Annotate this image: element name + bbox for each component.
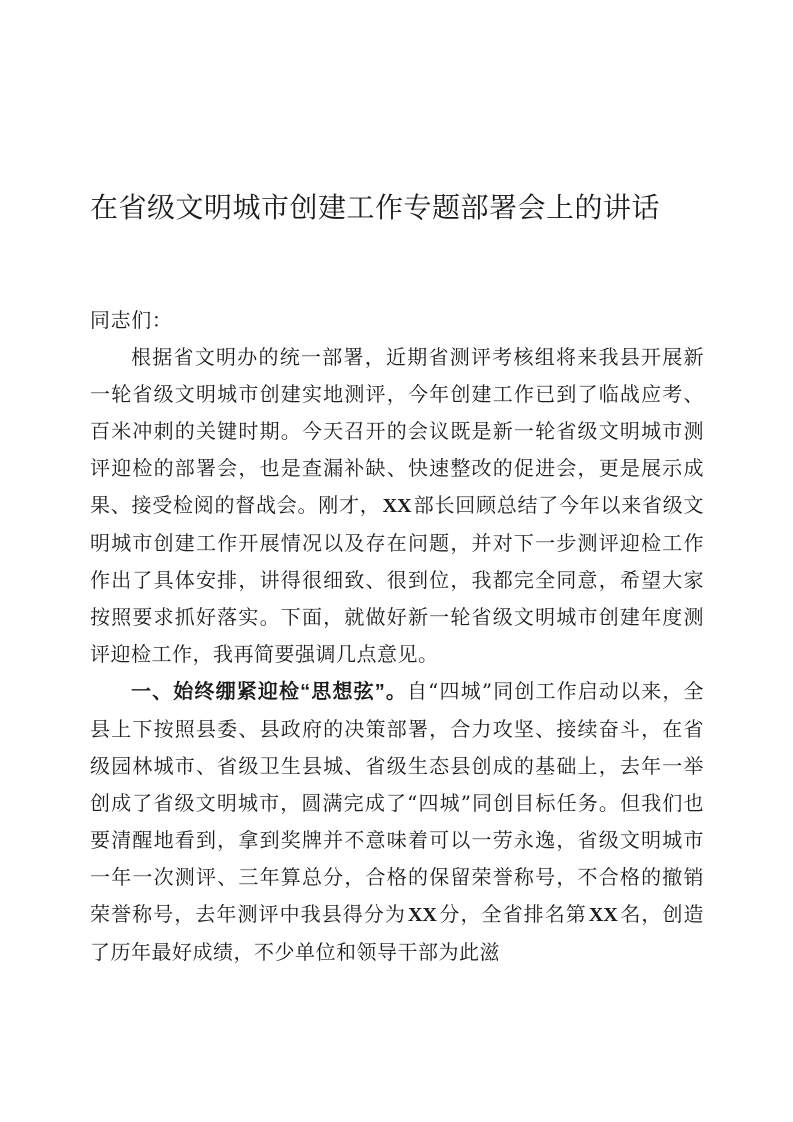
page-title: 在省级文明城市创建工作专题部署会上的讲话 <box>90 192 661 223</box>
paragraph-2-body: 自“四城”同创工作启动以来，全县上下按照县委、县政府的决策部署，合力攻坚、接续奋斗，在省级园林城市、省级卫生县城、省级生态县创成的基础上，去年一举创成了省级文明城市，圆满完成了“四城”同创目标任务。但我们也要清醒地看到，拿到奖牌并不意味着可以一劳永逸，省级文明城市一年一次测评、三年算总分，合格的保留荣誉称号，不合格的撤销荣誉称号，去年测评中我县得分为 XX 分，全省排名第 XX 名，创造了历年最好成绩，不少单位和领导干部为此滋 <box>90 679 705 964</box>
salutation-line: 同志们： <box>90 308 173 332</box>
latin-run: XX <box>382 495 412 517</box>
section-heading-one: 一、始终绷紧迎检“思想弦”。 <box>131 681 408 703</box>
latin-run: XX <box>407 904 437 926</box>
latin-run: XX <box>588 904 618 926</box>
paragraph-1: 根据省文明办的统一部署，近期省测评考核组将来我县开展新一轮省级文明城市创建实地测评，今年创建工作已到了临战应考、百米冲刺的关键时期。今天召开的会议既是新一轮省级文明城市测评迎检的部署会，也是查漏补缺、快速整改的促进会，更是展示成果、接受检阅的督战会。刚才， XX 部长回顾总结了今年以来省级文明城市创建工作开展情况以及存在问题，并对下一步测评迎检工作作出了具体安排，讲得很细致、很到位，我都完全同意，希望大家按照要求抓好落实。下面，就做好新一轮省级文明城市创建年度测评迎检工作，我再简要强调几点意见。 <box>90 345 705 666</box>
document-content <box>90 0 704 971</box>
paragraph-2 <box>90 673 704 971</box>
